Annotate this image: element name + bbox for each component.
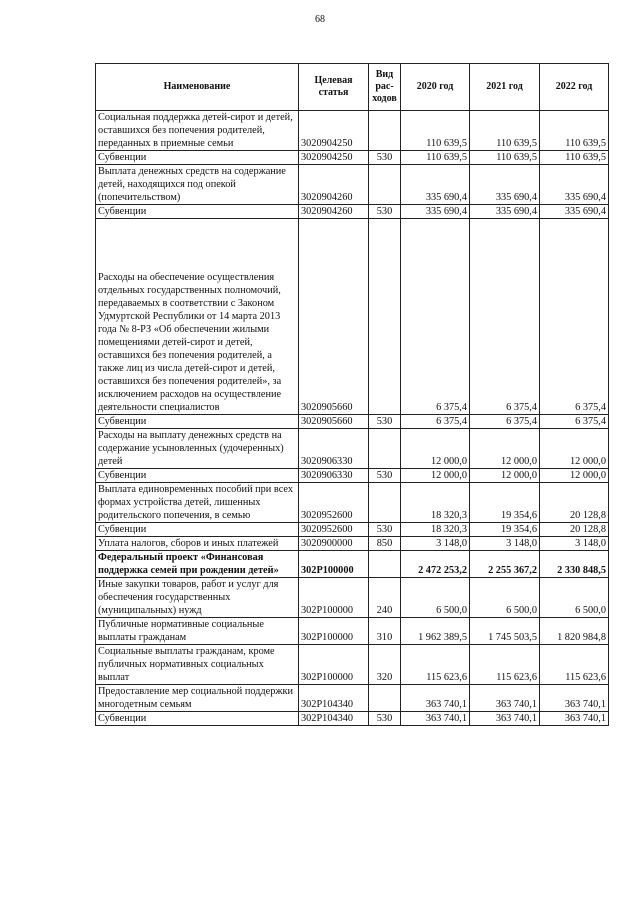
row-value-2020: 335 690,4 — [401, 205, 470, 219]
table-row — [96, 205, 609, 219]
table-row — [96, 469, 609, 483]
row-value-2020: 12 000,0 — [401, 469, 470, 483]
row-value-2020: 6 500,0 — [401, 578, 470, 618]
row-expense-type: 530 — [369, 415, 401, 429]
row-value-2020: 110 639,5 — [401, 111, 470, 151]
row-name: Выплата единовременных пособий при всех формах устройства детей, лишенных родительского попечения, в семью — [96, 483, 299, 523]
row-target-code: 302P100000 — [299, 578, 369, 618]
table-row — [96, 551, 609, 578]
row-name: Расходы на выплату денежных средств на содержание усыновленных (удочеренных) детей — [96, 429, 299, 469]
row-expense-type: 530 — [369, 205, 401, 219]
row-value-2021: 19 354,6 — [470, 523, 540, 537]
budget-table — [95, 63, 609, 726]
row-target-code: 3020906330 — [299, 429, 369, 469]
row-value-2021: 363 740,1 — [470, 712, 540, 726]
table-body — [96, 111, 609, 726]
row-value-2020: 18 320,3 — [401, 523, 470, 537]
row-expense-type: 530 — [369, 523, 401, 537]
row-expense-type: 320 — [369, 645, 401, 685]
row-target-code: 302P104340 — [299, 685, 369, 712]
row-value-2020: 115 623,6 — [401, 645, 470, 685]
row-value-2022: 6 375,4 — [540, 415, 609, 429]
row-expense-type — [369, 165, 401, 205]
row-target-code: 3020905660 — [299, 219, 369, 415]
row-target-code: 3020904250 — [299, 151, 369, 165]
row-expense-type — [369, 219, 401, 415]
header-target: Целевая статья — [299, 64, 369, 111]
table-row — [96, 151, 609, 165]
row-value-2022: 115 623,6 — [540, 645, 609, 685]
row-expense-type: 240 — [369, 578, 401, 618]
row-target-code: 3020904260 — [299, 205, 369, 219]
row-value-2020: 363 740,1 — [401, 712, 470, 726]
row-target-code: 302P100000 — [299, 618, 369, 645]
table-row — [96, 165, 609, 205]
row-target-code: 302P100000 — [299, 551, 369, 578]
row-value-2021: 12 000,0 — [470, 469, 540, 483]
table-row — [96, 578, 609, 618]
row-target-code: 302P104340 — [299, 712, 369, 726]
row-value-2021: 110 639,5 — [470, 151, 540, 165]
row-name: Субвенции — [96, 712, 299, 726]
row-target-code: 3020952600 — [299, 483, 369, 523]
row-value-2022: 20 128,8 — [540, 483, 609, 523]
row-value-2021: 1 745 503,5 — [470, 618, 540, 645]
header-name: Наименование — [96, 64, 299, 111]
row-name: Субвенции — [96, 415, 299, 429]
row-name: Субвенции — [96, 151, 299, 165]
row-value-2020: 3 148,0 — [401, 537, 470, 551]
page-number: 68 — [315, 14, 325, 25]
row-value-2020: 6 375,4 — [401, 219, 470, 415]
row-target-code: 3020904260 — [299, 165, 369, 205]
header-2020: 2020 год — [401, 64, 470, 111]
row-value-2021: 363 740,1 — [470, 685, 540, 712]
table-row — [96, 523, 609, 537]
row-name: Федеральный проект «Финансовая поддержка семей при рождении детей» — [96, 551, 299, 578]
row-value-2020: 18 320,3 — [401, 483, 470, 523]
row-name: Субвенции — [96, 523, 299, 537]
row-value-2021: 110 639,5 — [470, 111, 540, 151]
row-value-2022: 110 639,5 — [540, 151, 609, 165]
row-value-2022: 363 740,1 — [540, 712, 609, 726]
row-value-2022: 6 375,4 — [540, 219, 609, 415]
row-expense-type: 850 — [369, 537, 401, 551]
row-value-2020: 110 639,5 — [401, 151, 470, 165]
table-row — [96, 712, 609, 726]
table-row — [96, 618, 609, 645]
row-name: Выплата денежных средств на содержание детей, находящихся под опекой (попечительством) — [96, 165, 299, 205]
row-value-2022: 110 639,5 — [540, 111, 609, 151]
row-target-code: 3020952600 — [299, 523, 369, 537]
row-name: Субвенции — [96, 469, 299, 483]
row-expense-type — [369, 483, 401, 523]
row-expense-type — [369, 429, 401, 469]
row-expense-type: 310 — [369, 618, 401, 645]
row-value-2021: 115 623,6 — [470, 645, 540, 685]
row-expense-type — [369, 111, 401, 151]
row-value-2020: 12 000,0 — [401, 429, 470, 469]
row-value-2022: 12 000,0 — [540, 429, 609, 469]
row-value-2021: 12 000,0 — [470, 429, 540, 469]
table-row — [96, 537, 609, 551]
row-value-2021: 3 148,0 — [470, 537, 540, 551]
row-expense-type: 530 — [369, 469, 401, 483]
row-value-2022: 6 500,0 — [540, 578, 609, 618]
row-value-2022: 335 690,4 — [540, 165, 609, 205]
header-2021: 2021 год — [470, 64, 540, 111]
row-name: Предоставление мер социальной поддержки многодетным семьям — [96, 685, 299, 712]
row-value-2022: 12 000,0 — [540, 469, 609, 483]
row-target-code: 3020904250 — [299, 111, 369, 151]
row-expense-type: 530 — [369, 712, 401, 726]
table-row — [96, 685, 609, 712]
row-target-code: 3020900000 — [299, 537, 369, 551]
table-row — [96, 645, 609, 685]
row-value-2021: 6 375,4 — [470, 415, 540, 429]
row-value-2021: 335 690,4 — [470, 205, 540, 219]
table-header — [96, 64, 609, 111]
table-row — [96, 111, 609, 151]
row-value-2022: 1 820 984,8 — [540, 618, 609, 645]
row-value-2022: 2 330 848,5 — [540, 551, 609, 578]
row-value-2021: 2 255 367,2 — [470, 551, 540, 578]
row-expense-type — [369, 551, 401, 578]
table-row — [96, 429, 609, 469]
row-value-2020: 1 962 389,5 — [401, 618, 470, 645]
row-value-2020: 6 375,4 — [401, 415, 470, 429]
row-name: Расходы на обеспечение осуществления отдельных государственных полномочий, передаваемых в соответствии с Законом Удмуртской Республики от 14 марта 2013 года № 8-РЗ «Об обеспечении жилыми помещениями детей-сирот и детей, оставшихся без попечения родителей, а также лиц из числа детей-сирот и детей, оставшихся без попечения родителей», за исключением расходов на осуществление деятельности специалистов — [96, 219, 299, 415]
row-target-code: 3020906330 — [299, 469, 369, 483]
row-value-2021: 335 690,4 — [470, 165, 540, 205]
row-value-2021: 6 500,0 — [470, 578, 540, 618]
row-name: Субвенции — [96, 205, 299, 219]
row-value-2020: 335 690,4 — [401, 165, 470, 205]
row-expense-type: 530 — [369, 151, 401, 165]
row-name: Уплата налогов, сборов и иных платежей — [96, 537, 299, 551]
table-row — [96, 483, 609, 523]
row-value-2022: 363 740,1 — [540, 685, 609, 712]
table-row — [96, 219, 609, 415]
row-name: Социальная поддержка детей-сирот и детей, оставшихся без попечения родителей, переданных в приемные семьи — [96, 111, 299, 151]
table-row — [96, 415, 609, 429]
header-vid: Вид рас-ходов — [369, 64, 401, 111]
row-value-2022: 3 148,0 — [540, 537, 609, 551]
row-name: Иные закупки товаров, работ и услуг для обеспечения государственных (муниципальных) нужд — [96, 578, 299, 618]
row-expense-type — [369, 685, 401, 712]
row-name: Публичные нормативные социальные выплаты гражданам — [96, 618, 299, 645]
row-target-code: 3020905660 — [299, 415, 369, 429]
row-value-2022: 335 690,4 — [540, 205, 609, 219]
row-value-2020: 2 472 253,2 — [401, 551, 470, 578]
row-value-2022: 20 128,8 — [540, 523, 609, 537]
row-value-2020: 363 740,1 — [401, 685, 470, 712]
row-value-2021: 19 354,6 — [470, 483, 540, 523]
row-value-2021: 6 375,4 — [470, 219, 540, 415]
row-name: Социальные выплаты гражданам, кроме публичных нормативных социальных выплат — [96, 645, 299, 685]
header-2022: 2022 год — [540, 64, 609, 111]
row-target-code: 302P100000 — [299, 645, 369, 685]
